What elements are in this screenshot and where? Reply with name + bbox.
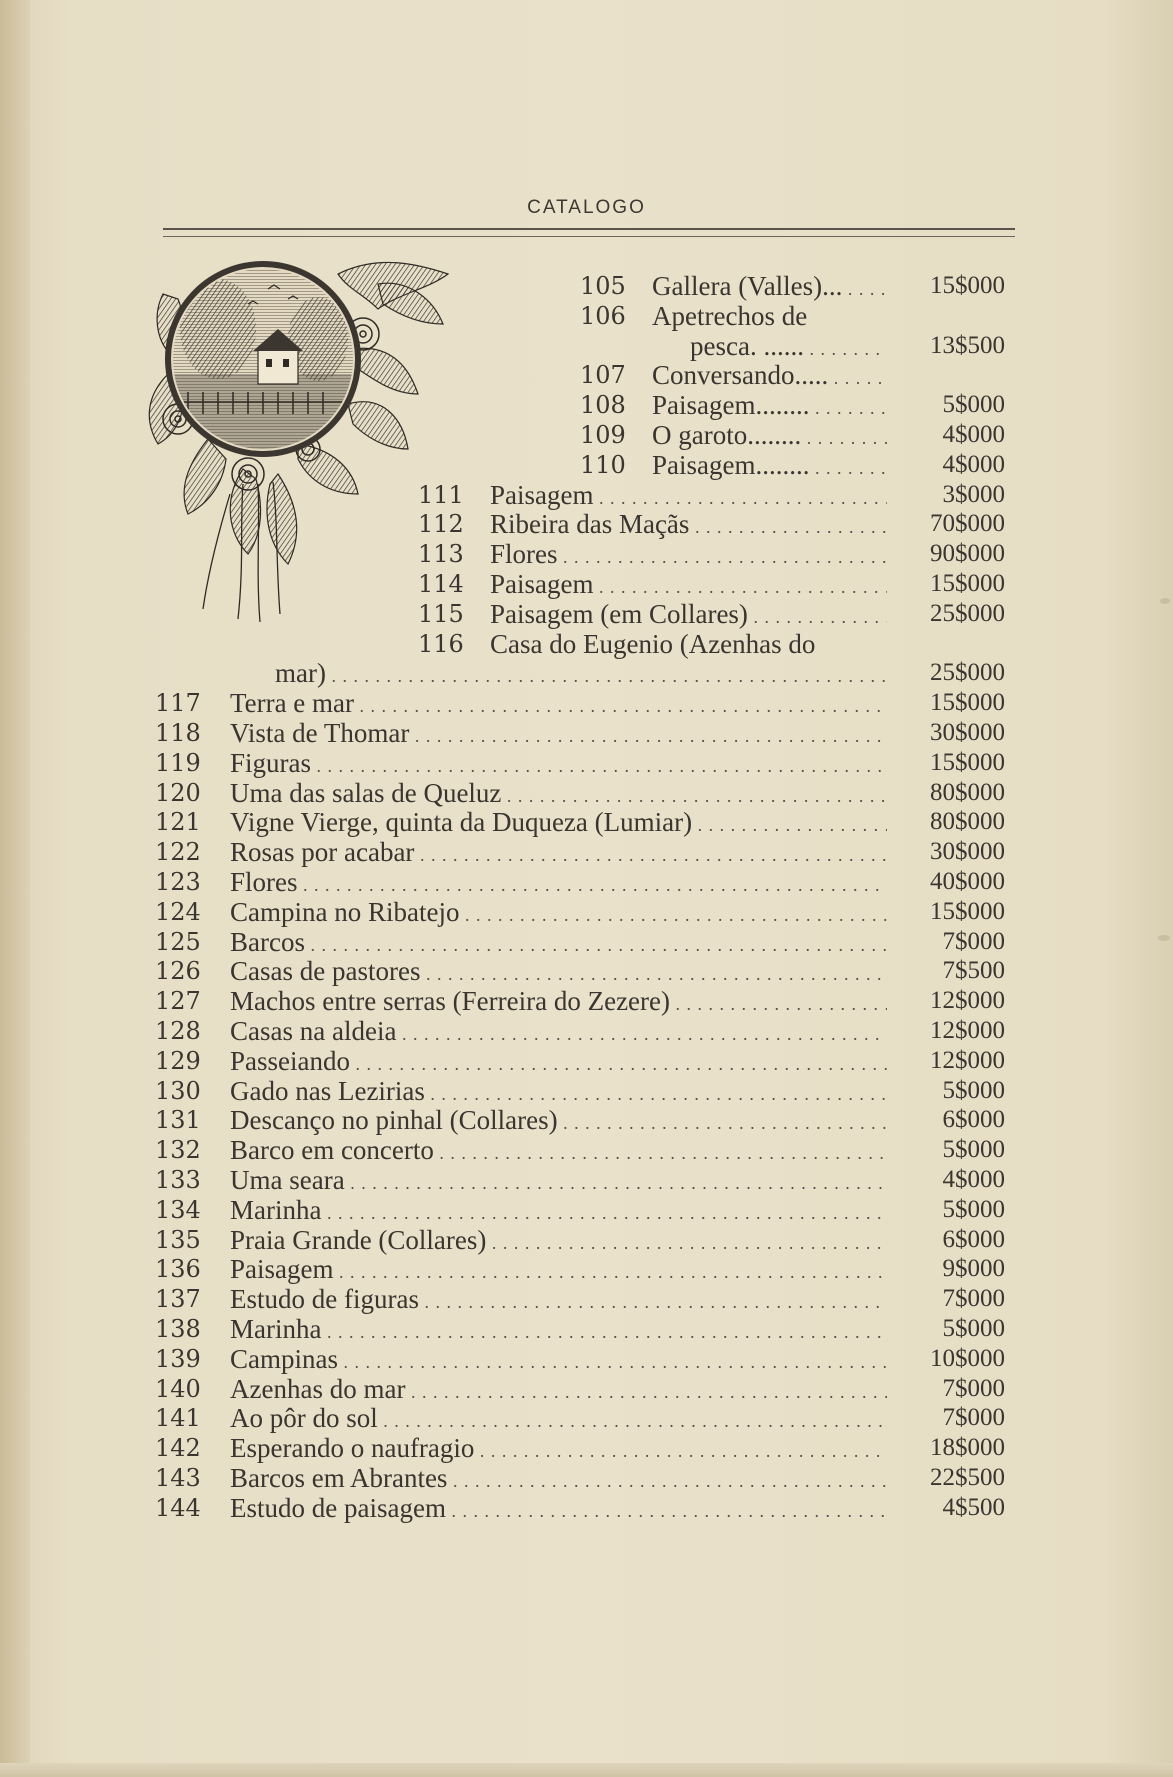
catalog-entry-128 <box>155 1016 1005 1046</box>
entry-title: Descanço no pinhal (Collares) . . . <box>230 1105 887 1138</box>
entry-price: 70$000 <box>930 510 1005 538</box>
catalog-entry-109 <box>580 420 1005 450</box>
entry-title: Barcos . . . <box>230 927 887 960</box>
entry-number: 118 <box>155 719 201 747</box>
catalog-entry-123 <box>155 867 1005 897</box>
entry-price: 90$000 <box>930 540 1005 568</box>
entry-number: 121 <box>155 808 201 837</box>
catalog-entry-142 <box>155 1433 1005 1463</box>
entry-number: 117 <box>155 689 201 718</box>
catalog-entry-125 <box>155 927 1005 957</box>
entry-title: Gado nas Lezirias . . . <box>230 1076 887 1109</box>
catalog-entry-138 <box>155 1314 1005 1344</box>
entry-number: 122 <box>155 838 201 867</box>
entry-price: 30$000 <box>930 838 1005 866</box>
entry-title: Paisagem........ . . . <box>652 450 887 483</box>
entry-number: 125 <box>155 927 201 956</box>
catalog-entry-136 <box>155 1254 1005 1284</box>
entry-number: 144 <box>155 1493 201 1522</box>
entry-title: Conversando..... . . . <box>652 360 887 393</box>
paper-blemish <box>1160 598 1170 604</box>
entry-number: 126 <box>155 957 201 986</box>
entry-title: Machos entre serras (Ferreira do Zezere) . . . <box>230 986 887 1019</box>
entry-price: 4$000 <box>942 421 1005 448</box>
entry-number: 135 <box>155 1225 201 1254</box>
catalog-entry-126 <box>155 956 1005 986</box>
entry-title: Praia Grande (Collares) . . . <box>230 1225 887 1258</box>
entry-price: 18$000 <box>930 1434 1005 1462</box>
entry-price: 7$000 <box>942 1285 1005 1313</box>
entry-number: 129 <box>155 1046 201 1075</box>
entry-title-continuation: pesca. ...... . . . <box>690 331 887 364</box>
catalog-entry-120 <box>155 778 1005 808</box>
entry-price: 30$000 <box>930 719 1005 746</box>
entry-number: 137 <box>155 1285 201 1314</box>
entry-price: 25$000 <box>930 659 1005 687</box>
entry-number: 123 <box>155 868 201 896</box>
entry-number: 120 <box>155 778 201 807</box>
entry-title: Marinha . . . <box>230 1195 887 1228</box>
entry-number: 133 <box>155 1166 201 1194</box>
entry-price: 5$000 <box>942 1195 1005 1223</box>
catalog-entry-131 <box>155 1105 1005 1135</box>
entry-price: 22$500 <box>930 1464 1005 1491</box>
catalog-entry-107 <box>580 360 1005 390</box>
entry-number: 113 <box>418 540 464 569</box>
catalog-entry-106 <box>580 301 1005 331</box>
entry-number: 108 <box>580 391 626 420</box>
catalog-entry-129 <box>155 1046 1005 1076</box>
entry-title: Terra e mar . . . <box>230 688 887 721</box>
entry-title: Esperando o naufragio . . . <box>230 1433 887 1466</box>
entry-title: Azenhas do mar . . . <box>230 1374 887 1407</box>
entry-price: 80$000 <box>930 778 1005 806</box>
catalog-entry-122 <box>155 837 1005 867</box>
catalog-entry-105 <box>580 271 1005 301</box>
entry-price: 80$000 <box>930 808 1005 836</box>
entry-title: Ao pôr do sol . . . <box>230 1403 887 1436</box>
entry-title: Apetrechos de <box>652 300 808 331</box>
catalog-entry-133 <box>155 1165 1005 1195</box>
entry-price: 9$000 <box>942 1255 1005 1283</box>
catalog-entry-144 <box>155 1493 1005 1523</box>
entry-title: Paisagem (em Collares) . . . <box>490 599 887 632</box>
entry-price: 7$500 <box>942 957 1005 985</box>
page-title: CATALOGO <box>527 197 646 218</box>
entry-title: Casas de pastores . . . <box>230 956 887 989</box>
catalog-entry-108 <box>580 390 1005 420</box>
paper-blemish <box>1158 935 1170 941</box>
entry-title: Uma das salas de Queluz . . . <box>230 778 887 811</box>
entry-price: 5$000 <box>942 391 1005 419</box>
catalog-entry-115 <box>418 599 1005 629</box>
entry-number: 140 <box>155 1374 201 1403</box>
entry-title-continuation: mar) . . . <box>275 658 887 691</box>
entry-number: 106 <box>580 301 626 330</box>
entry-number: 128 <box>155 1017 201 1045</box>
entry-title: Marinha . . . <box>230 1314 887 1347</box>
entry-title: Casas na aldeia . . . <box>230 1016 887 1049</box>
entry-number: 119 <box>155 748 201 777</box>
entry-number: 110 <box>580 450 626 479</box>
entry-number: 127 <box>155 987 201 1016</box>
entry-number: 109 <box>580 421 626 449</box>
entry-title: Paisagem........ . . . <box>652 390 887 423</box>
entry-title: Barco em concerto . . . <box>230 1135 887 1168</box>
entry-title: Estudo de figuras . . . <box>230 1284 887 1317</box>
entry-number: 132 <box>155 1136 201 1165</box>
entry-price: 40$000 <box>930 868 1005 895</box>
entry-title: Barcos em Abrantes . . . <box>230 1463 887 1496</box>
catalog-entry-135 <box>155 1225 1005 1255</box>
entry-title: Paisagem . . . <box>490 569 887 602</box>
entry-price: 7$000 <box>942 927 1005 955</box>
entry-number: 139 <box>155 1344 201 1373</box>
entry-title: Gallera (Valles)... . . . <box>652 271 887 304</box>
catalog-entry-139 <box>155 1344 1005 1374</box>
entry-price: 25$000 <box>930 599 1005 627</box>
entry-title: Campina no Ribatejo . . . <box>230 897 887 930</box>
entry-number: 116 <box>418 629 464 658</box>
catalog-entry-124 <box>155 897 1005 927</box>
entry-number: 114 <box>418 570 464 598</box>
catalog-entry-110 <box>580 450 1005 480</box>
entry-price: 4$000 <box>942 450 1005 478</box>
entry-price: 4$500 <box>942 1493 1005 1521</box>
entry-number: 115 <box>418 599 464 628</box>
entry-title: Vigne Vierge, quinta da Duqueza (Lumiar) . . . <box>230 807 887 840</box>
entry-title: Paisagem . . . <box>490 480 887 513</box>
entry-title: O garoto........ . . . <box>652 420 887 453</box>
catalog-entry-143 <box>155 1463 1005 1493</box>
entry-title: Figuras . . . <box>230 748 887 781</box>
entry-price: 15$000 <box>930 570 1005 597</box>
entry-price: 7$000 <box>942 1404 1005 1432</box>
entry-number: 131 <box>155 1106 201 1135</box>
entry-number: 112 <box>418 510 464 539</box>
entry-title: Flores . . . <box>490 539 887 572</box>
entry-title: Casa do Eugenio (Azenhas do <box>490 628 816 659</box>
entry-price: 5$000 <box>942 1076 1005 1104</box>
catalog-entry-116 <box>418 629 1005 659</box>
entry-price: 10$000 <box>930 1344 1005 1372</box>
entry-price: 13$500 <box>930 331 1005 359</box>
entry-title: Ribeira das Maçãs . . . <box>490 509 887 542</box>
catalog-entry-137 <box>155 1284 1005 1314</box>
entry-price: 12$000 <box>930 1046 1005 1074</box>
entry-title: Flores . . . <box>230 867 887 900</box>
entry-price: 5$000 <box>942 1136 1005 1164</box>
catalog-entry-127 <box>155 986 1005 1016</box>
entry-title: Rosas por acabar . . . <box>230 837 887 870</box>
entry-number: 143 <box>155 1464 201 1492</box>
entry-title: Passeiando . . . <box>230 1046 887 1079</box>
entry-title: Estudo de paisagem . . . <box>230 1493 887 1526</box>
catalog-entry-114 <box>418 569 1005 599</box>
catalog-entry-117 <box>155 688 1005 718</box>
entry-title: Paisagem . . . <box>230 1254 887 1287</box>
entry-number: 136 <box>155 1255 201 1284</box>
entry-price: 6$000 <box>942 1225 1005 1253</box>
entry-title: Vista de Thomar . . . <box>230 718 887 751</box>
entry-number: 130 <box>155 1076 201 1105</box>
entry-price: 12$000 <box>930 987 1005 1015</box>
entry-price: 4$000 <box>942 1166 1005 1193</box>
catalog-entry-111 <box>418 480 1005 510</box>
entry-number: 134 <box>155 1195 201 1224</box>
catalog-entry-134 <box>155 1195 1005 1225</box>
entry-number: 111 <box>418 480 464 509</box>
entry-price: 15$000 <box>930 272 1005 299</box>
entry-price: 6$000 <box>942 1106 1005 1134</box>
entry-title: Uma seara . . . <box>230 1165 887 1198</box>
catalog-entry-118 <box>155 718 1005 748</box>
entry-number: 124 <box>155 897 201 926</box>
catalog-entry-141 <box>155 1403 1005 1433</box>
entry-number: 138 <box>155 1315 201 1343</box>
entry-price: 15$000 <box>930 748 1005 776</box>
entry-number: 142 <box>155 1434 201 1463</box>
entry-price: 7$000 <box>942 1374 1005 1402</box>
entry-number: 141 <box>155 1404 201 1433</box>
catalog-entry-119 <box>155 748 1005 778</box>
entry-number: 107 <box>580 361 626 390</box>
catalog-entry-113 <box>418 539 1005 569</box>
entry-price: 3$000 <box>942 480 1005 508</box>
catalog-entry-116-continuation <box>275 658 1005 688</box>
entry-price: 12$000 <box>930 1017 1005 1044</box>
catalog-entry-112 <box>418 509 1005 539</box>
catalog-entry-132 <box>155 1135 1005 1165</box>
entry-price: 15$000 <box>930 689 1005 717</box>
catalog-entry-121 <box>155 807 1005 837</box>
catalog-entry-140 <box>155 1374 1005 1404</box>
entry-price: 15$000 <box>930 897 1005 925</box>
entry-title: Campinas . . . <box>230 1344 887 1377</box>
entry-price: 5$000 <box>942 1315 1005 1342</box>
catalog-entry-130 <box>155 1076 1005 1106</box>
entry-number: 105 <box>580 272 626 300</box>
catalog-entry-106-continuation <box>690 331 1005 361</box>
